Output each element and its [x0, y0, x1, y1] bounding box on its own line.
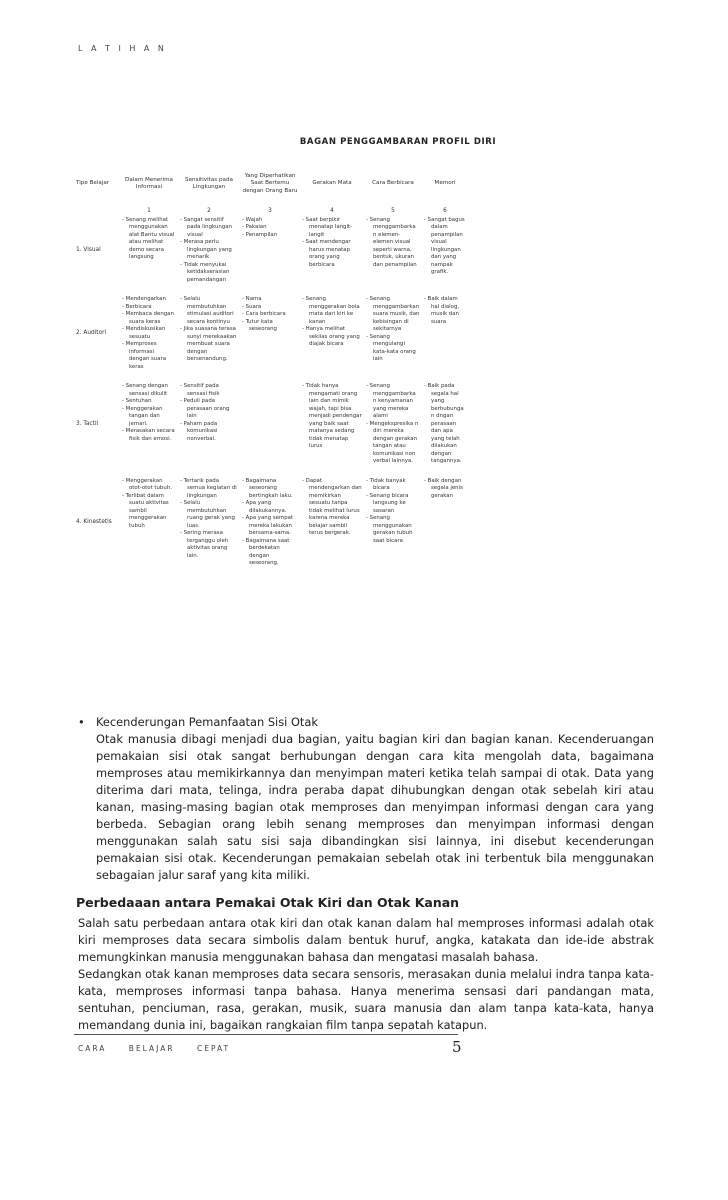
table-row — [74, 217, 468, 285]
list-item: - Senang menggambarka n kenyamanan yang mereka alami — [366, 383, 420, 421]
footer-word: BELAJAR — [128, 1044, 175, 1053]
cell-list — [424, 478, 466, 501]
cell-list — [424, 383, 466, 466]
list-item: - Saat berpikir menatap langit-langit — [302, 217, 362, 240]
cell-list — [122, 478, 176, 531]
footer-word: CARA — [78, 1044, 107, 1053]
column-header: Gerakan Mata — [312, 180, 352, 187]
list-item: - Sensitif pada sensasi fisik — [180, 383, 238, 398]
cell-list — [242, 296, 298, 334]
page-number: 5 — [452, 1038, 462, 1056]
list-item: - Apa yang sempat mereka lakukan bersama-sama. — [242, 515, 298, 538]
list-item: - Dapat mendengarkan dan memikirkan sesuatu tanpa tidak melihat lurus karena mereka belajar sambil terus bergerak. — [302, 478, 362, 538]
list-item: - Senang menggerakan bola mata dari kiri ke kanan — [302, 296, 362, 326]
column-header: Cara Berbicara — [372, 180, 414, 187]
list-item: - Selalu membutuhkan stimulasi auditori secara kontinyu — [180, 296, 238, 326]
list-item: - Bagaimana seseorang bertingkah laku. — [242, 478, 298, 501]
row-spacer — [74, 466, 468, 478]
column-header: Sensitivitas pada Lingkungan — [185, 176, 233, 190]
list-item: - Menggerakan otot-otot tubuh. — [122, 478, 176, 493]
cell-list — [180, 383, 238, 443]
table-row — [74, 478, 468, 568]
cell-list — [302, 217, 362, 270]
learning-type: 2. Auditori — [76, 329, 107, 336]
list-item: - Sentuhan — [122, 398, 176, 406]
bullet-paragraph: Otak manusia dibagi menjadi dua bagian, yaitu bagian kiri dan bagian kanan. Kecenderuangan pemakaian sisi otak sangat berhubungan dengan cara kita mengolah data, bagaimana memproses atau memikirkannya dan menyimpan materi ketika telah sampai di otak. Data yang diterima dari mata, telinga, indra peraba dapat dihubungkan dengan otak sebelah kiri atau kanan, masing-masing bagian otak memproses dan menyimpan informasi dengan cara yang berbeda. Sebagian orang lebih senang memproses dan menyimpan informasi dengan menggunakan salah satu sisi saja dibandingkan sisi lainnya, ini disebut kecenderungan pemakaian sisi otak. Kecenderungan pemakaian sebelah otak ini terbentuk bila menggunakan sebagaian jalur saraf yang kita miliki. — [96, 732, 654, 882]
list-item: - Baik dengan segala jenis gerakan — [424, 478, 466, 501]
table-row — [74, 383, 468, 466]
table-cell — [240, 217, 300, 285]
list-item: - Membaca dengan suara keras — [122, 311, 176, 326]
list-item: - Senang mengulangi kata-kata orang lain — [366, 334, 420, 364]
cell-list — [366, 217, 420, 270]
column-number: 6 — [443, 208, 447, 214]
table-cell — [300, 383, 364, 466]
list-item: - Suara — [242, 304, 298, 312]
column-header: Yang Diperhatikan Saat Bertemu dengan Orang Baru — [242, 173, 298, 194]
list-item: - Senang menggambarka n elemen-elemen visual seperti warna, bentuk, ukuran dan penampilan — [366, 217, 420, 270]
list-item: - Tidak banyak bicara — [366, 478, 420, 493]
table-cell — [364, 296, 422, 371]
bullet-section — [78, 714, 654, 884]
section-heading: Perbedaaan antara Pemakai Otak Kiri dan Otak Kanan — [76, 895, 460, 910]
column-number: 5 — [391, 208, 395, 214]
table-cell — [120, 217, 178, 285]
column-number: 4 — [330, 208, 334, 214]
running-header: L A T I H A N — [78, 44, 167, 53]
column-number: 3 — [268, 208, 272, 214]
learning-type: 1. Visual — [76, 246, 101, 253]
list-item: - Jika suasana terasa sunyi merekaakan membuat suara dengan bersenandung. — [180, 326, 238, 364]
cell-list — [122, 383, 176, 443]
column-header: Dalam Menerima Informasi — [125, 176, 173, 190]
paragraph-right-brain: Sedangkan otak kanan memproses data secara sensoris, merasakan dunia melalui indra tanpa kata-kata, memproses informasi tanpa bahasa. Hanya menerima sensasi dari pandangan mata, sentuhan, penciuman, rasa, gerakan, musik, suara manusia dan alam tanpa kata-kata, hanya memandang dunia ini, bagaikan rangkaian film tanpa sepatah katapun. — [78, 967, 654, 1032]
learning-type: 3. Tactil — [76, 420, 99, 427]
list-item: - Tidak menyukai ketidakserasian pemandangan — [180, 262, 238, 285]
number-blank — [74, 206, 120, 217]
table-cell — [300, 217, 364, 285]
list-item: - Hanya melihat sekilas orang yang diajak bicara — [302, 326, 362, 349]
table-cell — [364, 383, 422, 466]
cell-list — [366, 383, 420, 466]
list-item: - Paham pada komunikasi nonverbal. — [180, 421, 238, 444]
body-text — [78, 714, 654, 1034]
table-cell — [422, 296, 468, 371]
table-cell — [364, 217, 422, 285]
cell-list — [122, 217, 176, 262]
table-cell — [300, 478, 364, 568]
list-item: - Tidak hanya mengamati orang lain dan mimik wajah, tapi bisa menjadi pendengar yang baik saat matanya sedang tidak menatap lurus — [302, 383, 362, 451]
footer-label — [78, 1044, 248, 1053]
list-item: - Senang melihat menggunakan alat Bantu visual atau melihat demo secara langsung — [122, 217, 176, 262]
cell-list — [180, 296, 238, 364]
table-cell — [240, 478, 300, 568]
cell-list — [122, 296, 176, 371]
profile-table — [74, 162, 468, 568]
table-cell — [422, 217, 468, 285]
table-cell — [178, 217, 240, 285]
list-item: - Senang menggunakan gerakan tubuh saat bicara — [366, 515, 420, 545]
table-cell — [300, 296, 364, 371]
row-spacer — [74, 371, 468, 383]
table-cell — [240, 383, 300, 466]
list-item: - Senang bicara langsung ke sasaran — [366, 493, 420, 516]
cell-list — [366, 478, 420, 546]
bullet-icon: • — [78, 715, 85, 729]
list-item: - Nama — [242, 296, 298, 304]
list-item: - Senang dengan sensasi dikulit — [122, 383, 176, 398]
list-item: - Peduli pada perasaan orang lain — [180, 398, 238, 421]
list-item: - Terlibat dalam suatu aktivitas sambil menggerakan tubuh — [122, 493, 176, 531]
list-item: - Selalu membutuhkan ruang gerak yang luas. — [180, 500, 238, 530]
cell-list — [242, 478, 298, 568]
cell-list — [302, 478, 362, 538]
paragraph-left-brain: Salah satu perbedaan antara otak kiri dan otak kanan dalam hal memproses informasi adalah otak kiri memproses data secara simbolis dalam bentuk huruf, angka, katakata dan ide-ide abstrak memungkinkan manusia menggunakan bahasa dan mengatasi masalah bahasa. — [78, 916, 654, 964]
learning-type: 4. Kinestetis — [76, 518, 112, 525]
cell-list — [180, 217, 238, 285]
list-item: - Cara berbicara — [242, 311, 298, 319]
table-cell — [120, 296, 178, 371]
list-item: - Tutur kata seseorang — [242, 319, 298, 334]
column-header: Memori — [434, 180, 456, 187]
list-item: - Baik pada segala hal yang berhubunga n dngan perasaan dan apa yang telah dilakukan dengan tangannya. — [424, 383, 466, 466]
list-item: - Mengekspresika n diri mereka dengan gerakan tangan atau komunikasi non verbal lainnya. — [366, 421, 420, 466]
table-cell — [422, 383, 468, 466]
cell-list — [180, 478, 238, 561]
list-item: - Merasa perlu lingkungan yang menarik — [180, 239, 238, 262]
footer-divider — [74, 1034, 458, 1035]
list-item: - Berbicara — [122, 304, 176, 312]
list-item: - Merasakan secara fisik dan emosi. — [122, 428, 176, 443]
table-cell — [240, 296, 300, 371]
list-item: - Sering merasa terganggu oleh aktivitas orang lain. — [180, 530, 238, 560]
table-title: BAGAN PENGGAMBARAN PROFIL DIRI — [299, 137, 497, 147]
list-item: - Sangat bagus dalam penampilan visual lingkungan dan yang nampak grafik. — [424, 217, 466, 277]
column-number: 1 — [147, 208, 151, 214]
cell-list — [302, 296, 362, 349]
table-cell — [178, 383, 240, 466]
column-number: 2 — [207, 208, 211, 214]
table-cell — [364, 478, 422, 568]
list-item: - Pakaian — [242, 224, 298, 232]
list-item: - Baik dalam hal dialog, musik dan suara — [424, 296, 466, 326]
list-item: - Bagaimana saat berdekatan dengan seseorang. — [242, 538, 298, 568]
table-cell — [120, 383, 178, 466]
list-item: - Memproses informasi dengan suara keras — [122, 341, 176, 371]
list-item: - Senang menggambarkan suara musik, dan kebisingan di sekitarnya — [366, 296, 420, 334]
cell-list — [366, 296, 420, 364]
list-item: - Apa yang dilakukannya. — [242, 500, 298, 515]
list-item: - Saat mendengar harus menatap orang yang berbicara — [302, 239, 362, 269]
cell-list — [424, 217, 466, 277]
table-cell — [422, 478, 468, 568]
bullet-title: Kecenderungan Pemanfaatan Sisi Otak — [96, 715, 318, 729]
list-item: - Mendengarkan — [122, 296, 176, 304]
cell-list — [242, 217, 298, 240]
table-row — [74, 296, 468, 371]
table-cell — [178, 296, 240, 371]
row-spacer — [74, 284, 468, 296]
list-item: - Menggerakan tangan dan jemari. — [122, 406, 176, 429]
list-item: - Penampilan — [242, 232, 298, 240]
footer-word: CEPAT — [196, 1044, 231, 1053]
cell-list — [424, 296, 466, 326]
list-item: - Mendiskusikan sesuatu — [122, 326, 176, 341]
list-item: - Wajah — [242, 217, 298, 225]
list-item: - Sangat sensitif pada lingkungan visual — [180, 217, 238, 240]
table-cell — [120, 478, 178, 568]
list-item: - Tertarik pada semua kegiatan di lingkungan — [180, 478, 238, 501]
table-cell — [178, 478, 240, 568]
column-header: Tipe Belajar — [76, 180, 110, 187]
cell-list — [302, 383, 362, 451]
